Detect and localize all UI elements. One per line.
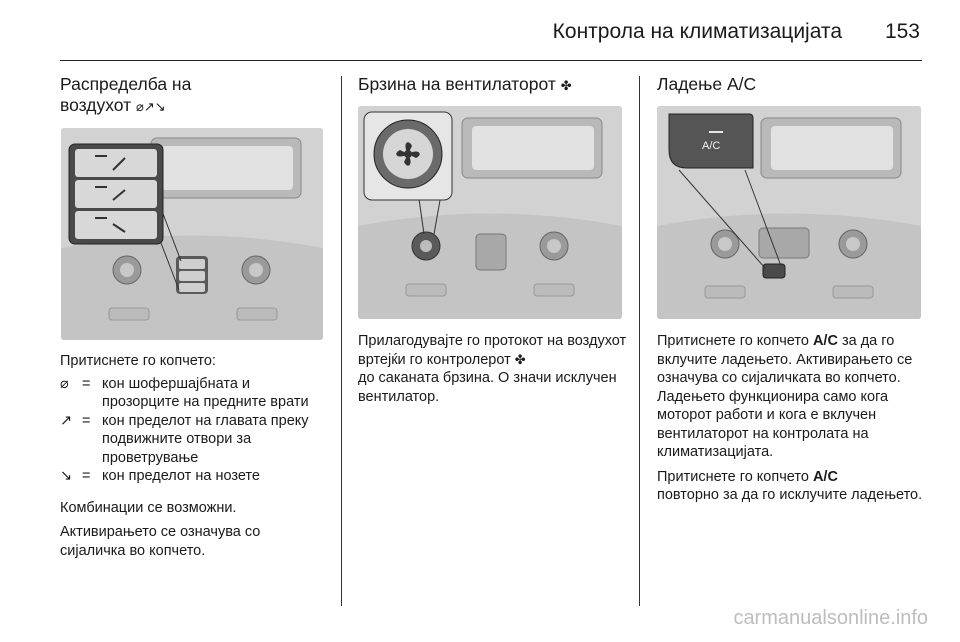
vent-definitions	[60, 375, 328, 486]
head-vent-icon: ↗	[60, 412, 73, 429]
column-divider-2	[639, 76, 640, 606]
section-heading-fan-speed: Брзина на вентилаторот ✤	[358, 74, 626, 97]
air-distribution-text	[60, 352, 328, 560]
watermark: carmanualsonline.info	[733, 607, 928, 629]
windshield-vent-icon: ⌀	[136, 98, 144, 114]
ac-button-reference: A/C	[812, 468, 838, 485]
feet-vent-icon: ↘	[154, 98, 166, 114]
section-heading-air-distribution: Распределба на воздухот ⌀↗↘	[60, 74, 328, 117]
activation-note: Активирањето се означува со сијаличка во копчето.	[60, 524, 261, 559]
section-air-distribution	[60, 74, 328, 117]
header-rule	[60, 60, 922, 61]
feet-vent-icon: ↘	[60, 468, 73, 484]
page-number: 153	[884, 20, 920, 43]
list-item: ↘ = кон пределот на нозете	[60, 468, 260, 484]
ac-button-reference: A/C	[812, 333, 838, 349]
ac-button-label: A/C	[702, 140, 721, 152]
list-item: ↗ = кон пределот на главата преку подвижните отвори за проветрување	[60, 412, 309, 466]
fan-icon: ✤	[560, 78, 572, 93]
figure-fan-speed	[358, 106, 622, 319]
fan-speed-text	[358, 332, 628, 406]
list-item: ⌀ = кон шофершајбната и прозорците на предните врати	[60, 375, 309, 410]
section-fan-speed	[358, 74, 626, 97]
section-ac-cooling	[657, 74, 925, 95]
combination-note: Комбинации се возможни.	[60, 499, 237, 516]
ac-cooling-text	[657, 332, 927, 505]
figure-air-distribution	[61, 128, 323, 340]
ac-paragraph-1: Притиснете го копчето A/C за да го вклучите ладењето. Активирањето се означува со сијаличката во копчето. Ладењето функционира само кога моторот работи и кога е вклучен вентилаторот на контролата на климатизацијата.	[657, 333, 913, 460]
press-instruction: Притиснете го копчето:	[60, 353, 216, 369]
figure-ac-button	[657, 106, 921, 319]
section-heading-ac: Ладење A/C	[657, 74, 757, 94]
fan-icon: ✤	[514, 351, 526, 367]
ac-paragraph-2: Притиснете го копчето A/C повторно за да го исклучите ладењето.	[657, 468, 923, 503]
page-title: Контрола на климатизацијата	[552, 20, 842, 43]
head-vent-icon: ↗	[143, 98, 155, 114]
windshield-vent-icon: ⌀	[60, 375, 69, 392]
fan-speed-paragraph: Прилагодувајте го протокот на воздухот вртејќи го контролерот ✤ до саканата брзина. O значи исклучен вентилатор.	[358, 333, 627, 405]
column-divider-1	[341, 76, 342, 606]
